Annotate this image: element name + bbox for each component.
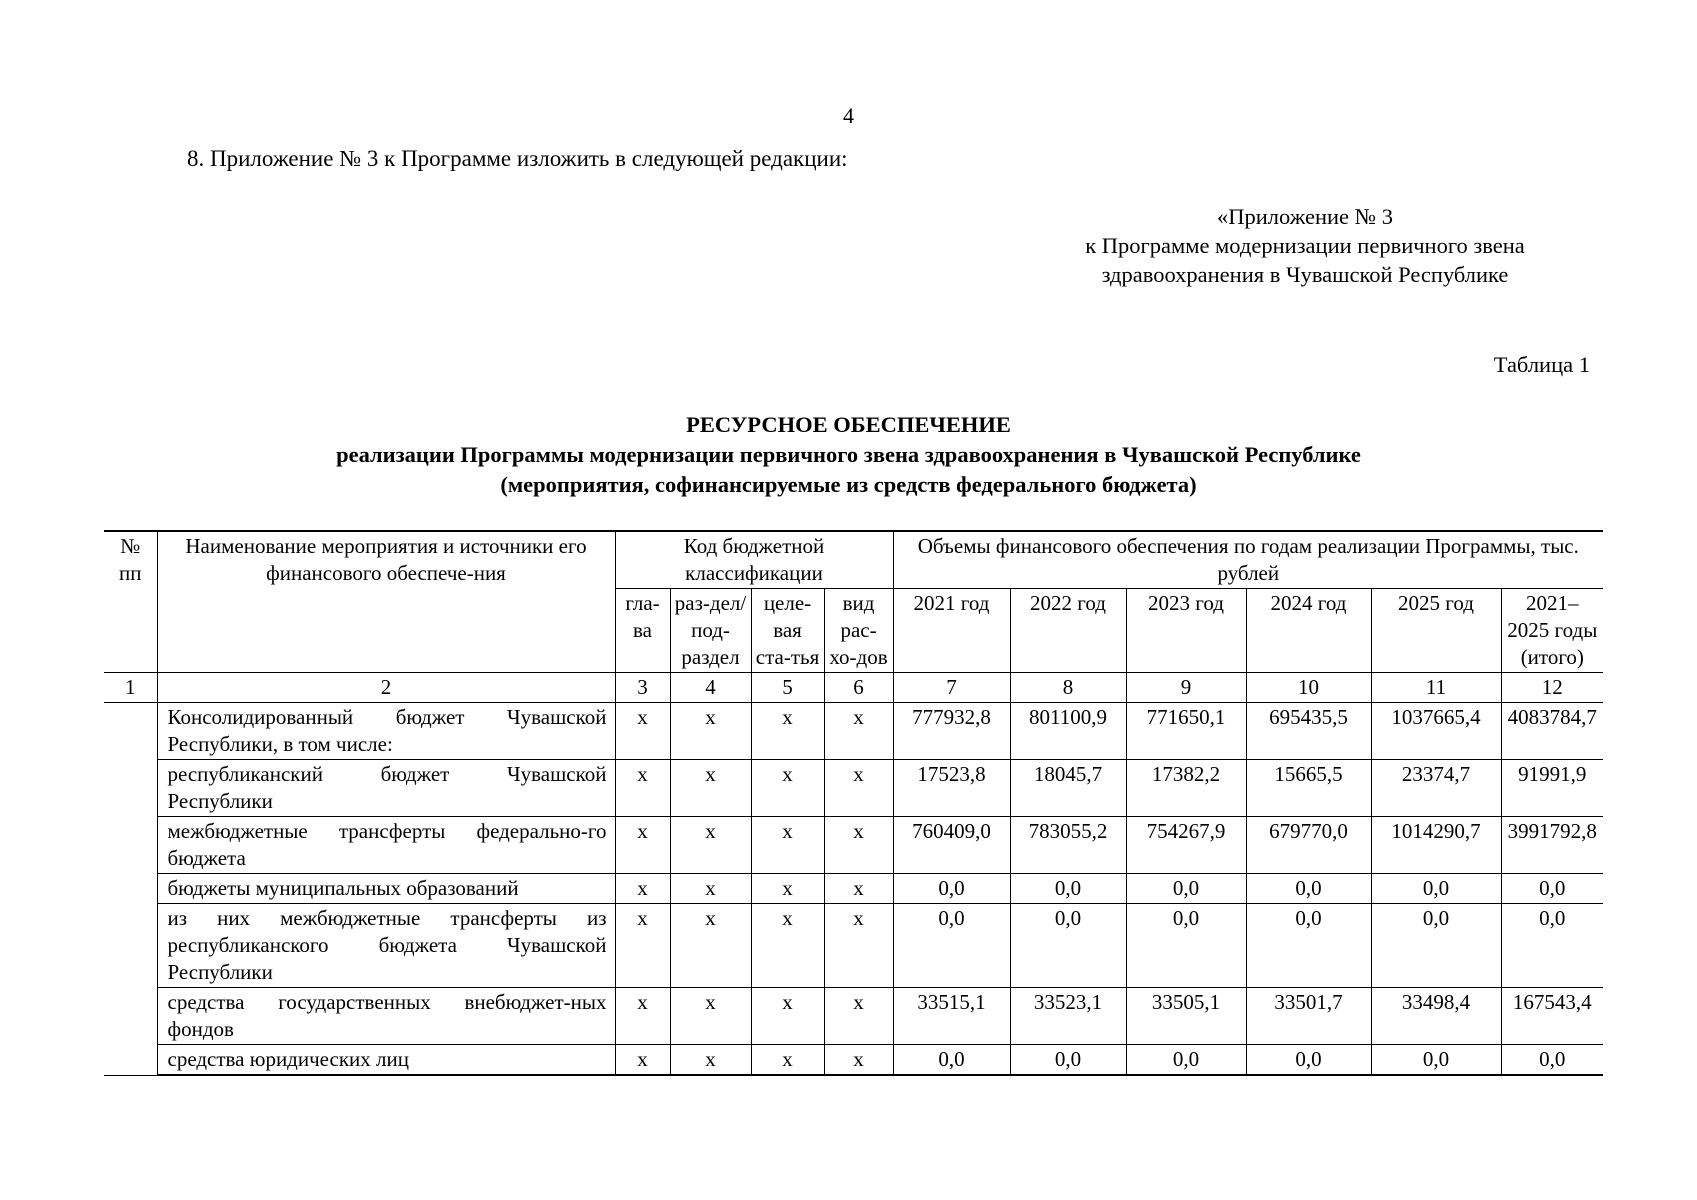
code-cell: х <box>615 874 670 904</box>
value-cell: 0,0 <box>1371 1045 1501 1076</box>
header-year-2023: 2023 год <box>1126 589 1246 673</box>
value-cell: 0,0 <box>1501 904 1603 988</box>
code-cell: х <box>751 760 824 817</box>
value-cell: 15665,5 <box>1246 760 1371 817</box>
value-cell: 4083784,7 <box>1501 703 1603 760</box>
table-row <box>104 988 1603 1045</box>
column-number-row <box>104 673 1603 703</box>
header-target: целе-вая ста-тья <box>751 589 824 673</box>
header-code-group: Код бюджетной классификации <box>615 531 893 589</box>
value-cell: 17523,8 <box>893 760 1010 817</box>
column-number-cell: 11 <box>1371 673 1501 703</box>
value-cell: 1037665,4 <box>1371 703 1501 760</box>
value-cell: 33515,1 <box>893 988 1010 1045</box>
table-row <box>104 904 1603 988</box>
value-cell: 0,0 <box>1246 904 1371 988</box>
value-cell: 17382,2 <box>1126 760 1246 817</box>
code-cell: х <box>751 817 824 874</box>
value-cell: 0,0 <box>1010 1045 1126 1076</box>
code-cell: х <box>615 1045 670 1076</box>
code-cell: х <box>670 817 751 874</box>
row-name-cell: средства юридических лиц <box>157 1045 615 1076</box>
row-name-cell: бюджеты муниципальных образований <box>157 874 615 904</box>
value-cell: 33498,4 <box>1371 988 1501 1045</box>
page-number: 4 <box>843 103 854 128</box>
value-cell: 0,0 <box>1126 1045 1246 1076</box>
column-number-cell: 4 <box>670 673 751 703</box>
header-year-2025: 2025 год <box>1371 589 1501 673</box>
value-cell: 783055,2 <box>1010 817 1126 874</box>
table-row <box>104 760 1603 817</box>
value-cell: 0,0 <box>1126 874 1246 904</box>
value-cell: 0,0 <box>1246 1045 1371 1076</box>
value-cell: 0,0 <box>1126 904 1246 988</box>
code-cell: х <box>824 874 893 904</box>
header-exp-type: вид рас-хо-дов <box>824 589 893 673</box>
code-cell: х <box>824 760 893 817</box>
code-cell: х <box>670 760 751 817</box>
value-cell: 91991,9 <box>1501 760 1603 817</box>
column-number-cell: 7 <box>893 673 1010 703</box>
value-cell: 167543,4 <box>1501 988 1603 1045</box>
appendix-line-3: здравоохранения в Чувашской Республике <box>1101 262 1509 287</box>
header-num: № пп <box>104 531 157 673</box>
value-cell: 33523,1 <box>1010 988 1126 1045</box>
column-number-cell: 12 <box>1501 673 1603 703</box>
header-section: раз-дел/ под-раздел <box>670 589 751 673</box>
code-cell: х <box>670 988 751 1045</box>
value-cell: 0,0 <box>1371 904 1501 988</box>
code-cell: х <box>615 760 670 817</box>
code-cell: х <box>615 988 670 1045</box>
table-row <box>104 874 1603 904</box>
code-cell: х <box>824 703 893 760</box>
table-row <box>104 1045 1603 1076</box>
header-name: Наименование мероприятия и источники его финансового обеспече-ния <box>157 531 615 673</box>
column-number-cell: 1 <box>104 673 157 703</box>
value-cell: 695435,5 <box>1246 703 1371 760</box>
heading-note: (мероприятия, софинансируемые из средств федерального бюджета) <box>500 472 1197 497</box>
column-number-cell: 9 <box>1126 673 1246 703</box>
value-cell: 0,0 <box>893 904 1010 988</box>
row-name-cell: межбюджетные трансферты федерально-го бюджета <box>157 817 615 874</box>
table-row <box>104 703 1603 760</box>
value-cell: 0,0 <box>1501 1045 1603 1076</box>
header-funding-group: Объемы финансового обеспечения по годам реализации Программы, тыс. рублей <box>893 531 1603 589</box>
heading-title: РЕСУРСНОЕ ОБЕСПЕЧЕНИЕ <box>686 412 1011 437</box>
column-number-cell: 5 <box>751 673 824 703</box>
column-number-cell: 3 <box>615 673 670 703</box>
value-cell: 0,0 <box>1010 904 1126 988</box>
code-cell: х <box>824 904 893 988</box>
value-cell: 760409,0 <box>893 817 1010 874</box>
heading-subtitle: реализации Программы модернизации первичного звена здравоохранения в Чувашской Республике <box>336 442 1361 467</box>
value-cell: 0,0 <box>893 1045 1010 1076</box>
value-cell: 1014290,7 <box>1371 817 1501 874</box>
row-name-cell: из них межбюджетные трансферты из республиканского бюджета Чувашской Республики <box>157 904 615 988</box>
code-cell: х <box>670 904 751 988</box>
value-cell: 771650,1 <box>1126 703 1246 760</box>
appendix-line-1: «Приложение № 3 <box>1217 204 1393 229</box>
code-cell: х <box>824 988 893 1045</box>
header-row-1 <box>104 531 1603 589</box>
header-year-2024: 2024 год <box>1246 589 1371 673</box>
value-cell: 0,0 <box>1371 874 1501 904</box>
value-cell: 0,0 <box>1246 874 1371 904</box>
code-cell: х <box>751 988 824 1045</box>
value-cell: 0,0 <box>1010 874 1126 904</box>
row-name-cell: республиканский бюджет Чувашской Республики <box>157 760 615 817</box>
value-cell: 33501,7 <box>1246 988 1371 1045</box>
row-name-cell: средства государственных внебюджет-ных фондов <box>157 988 615 1045</box>
value-cell: 777932,8 <box>893 703 1010 760</box>
resource-table <box>104 530 1603 1076</box>
column-number-cell: 2 <box>157 673 615 703</box>
code-cell: х <box>615 703 670 760</box>
value-cell: 679770,0 <box>1246 817 1371 874</box>
code-cell: х <box>751 904 824 988</box>
code-cell: х <box>751 1045 824 1076</box>
table-heading <box>0 410 1697 500</box>
code-cell: х <box>615 904 670 988</box>
value-cell: 0,0 <box>893 874 1010 904</box>
code-cell: х <box>615 817 670 874</box>
column-number-cell: 10 <box>1246 673 1371 703</box>
column-number-cell: 8 <box>1010 673 1126 703</box>
value-cell: 23374,7 <box>1371 760 1501 817</box>
value-cell: 18045,7 <box>1010 760 1126 817</box>
row-number-cell <box>104 703 157 1076</box>
code-cell: х <box>751 874 824 904</box>
table-label: Таблица 1 <box>1493 352 1590 377</box>
code-cell: х <box>824 817 893 874</box>
intro-paragraph: 8. Приложение № 3 к Программе изложить в следующей редакции: <box>187 146 848 171</box>
header-chapter: гла-ва <box>615 589 670 673</box>
column-number-cell: 6 <box>824 673 893 703</box>
value-cell: 0,0 <box>1501 874 1603 904</box>
value-cell: 754267,9 <box>1126 817 1246 874</box>
table-row <box>104 817 1603 874</box>
appendix-reference <box>1000 202 1610 289</box>
code-cell: х <box>824 1045 893 1076</box>
code-cell: х <box>670 703 751 760</box>
header-year-2021: 2021 год <box>893 589 1010 673</box>
code-cell: х <box>670 1045 751 1076</box>
value-cell: 3991792,8 <box>1501 817 1603 874</box>
header-year-2022: 2022 год <box>1010 589 1126 673</box>
value-cell: 801100,9 <box>1010 703 1126 760</box>
header-total: 2021– 2025 годы (итого) <box>1501 589 1603 673</box>
code-cell: х <box>670 874 751 904</box>
row-name-cell: Консолидированный бюджет Чувашской Республики, в том числе: <box>157 703 615 760</box>
value-cell: 33505,1 <box>1126 988 1246 1045</box>
code-cell: х <box>751 703 824 760</box>
appendix-line-2: к Программе модернизации первичного звена <box>1085 233 1525 258</box>
